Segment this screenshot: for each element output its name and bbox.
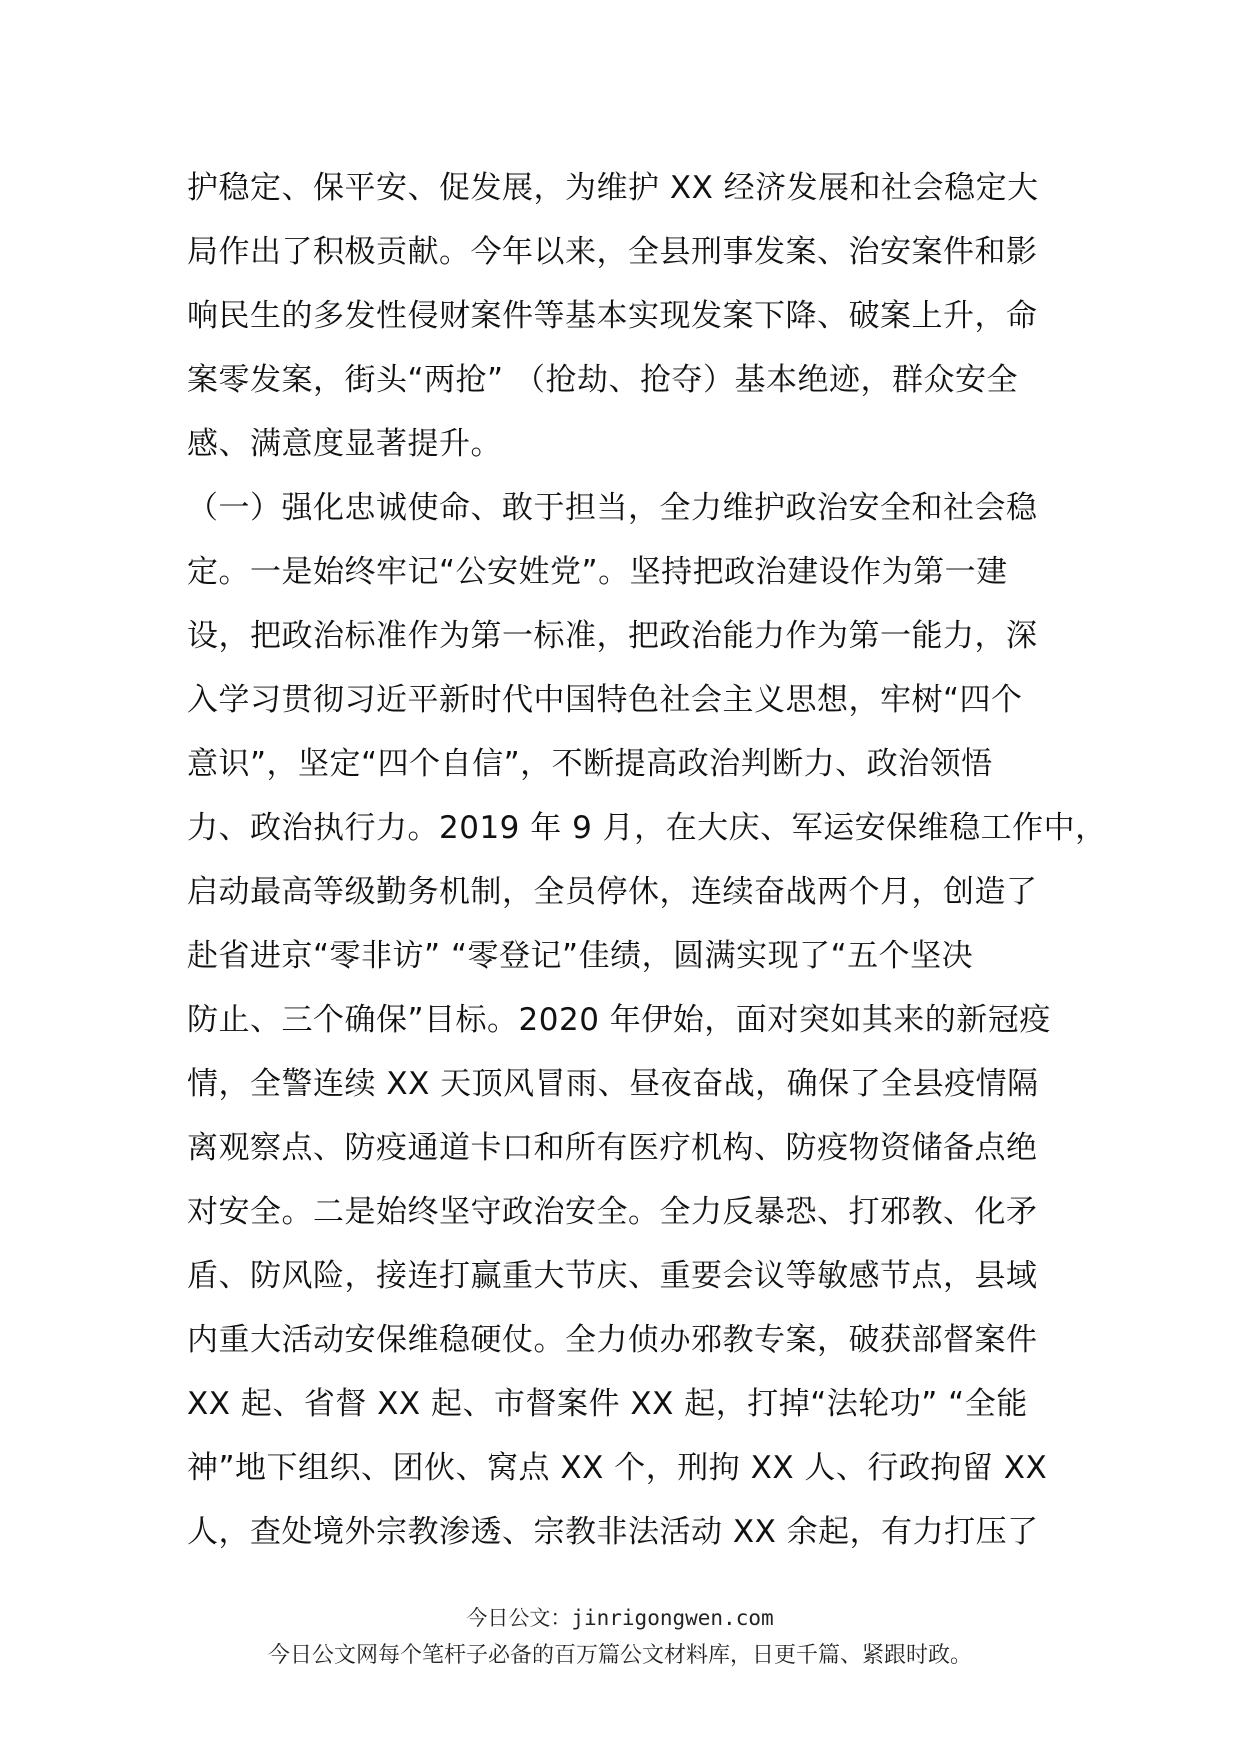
text-line: 定。一是始终牢记“公安姓党”。坚持把政治建设作为第一建 <box>187 554 1008 590</box>
text-line: 启动最高等级勤务机制，全员停休，连续奋战两个月，创造了 <box>187 874 1038 910</box>
text-line: 盾、防风险，接连打赢重大节庆、重要会议等敏感节点，县域 <box>187 1258 1038 1294</box>
footer-site-link[interactable]: jinrigongwen.com <box>571 1606 774 1630</box>
text-line: 赴省进京“零非访” “零登记”佳绩，圆满实现了“五个坚决 <box>187 938 974 974</box>
footer-slogan: 今日公文网每个笔杆子必备的百万篇公文材料库，日更千篇、紧跟时政。 <box>267 1643 972 1668</box>
text-line: XX 起、省督 XX 起、市督案件 XX 起，打掉“法轮功” “全能 <box>187 1386 1028 1422</box>
text-line: 力、政治执行力。2019 年 9 月，在大庆、军运安保维稳工作中， <box>187 810 1107 846</box>
text-line: 情，全警连续 XX 天顶风冒雨、昼夜奋战，确保了全县疫情隔 <box>187 1066 1039 1102</box>
text-line: 离观察点、防疫通道卡口和所有医疗机构、防疫物资储备点绝 <box>187 1130 1038 1166</box>
text-line: 人，查处境外宗教渗透、宗教非法活动 XX 余起，有力打压了 <box>187 1514 1039 1550</box>
text-line: 入学习贯彻习近平新时代中国特色社会主义思想，牢树“四个 <box>187 682 1023 718</box>
text-line: 护稳定、保平安、促发展，为维护 XX 经济发展和社会稳定大 <box>187 170 1039 206</box>
text-line: 对安全。二是始终坚守政治安全。全力反暴恐、打邪教、化矛 <box>187 1194 1038 1230</box>
text-line: 设，把政治标准作为第一标准，把政治能力作为第一能力，深 <box>187 618 1038 654</box>
document-body <box>187 156 1107 1564</box>
text-line: 内重大活动安保维稳硬仗。全力侦办邪教专案，破获部督案件 <box>187 1322 1038 1358</box>
text-line: 意识”，坚定“四个自信”，不断提高政治判断力、政治领悟 <box>187 746 993 782</box>
section-heading-line: （一）强化忠诚使命、敢于担当，全力维护政治安全和社会稳 <box>187 490 1038 526</box>
text-line: 响民生的多发性侵财案件等基本实现发案下降、破案上升，命 <box>187 298 1038 334</box>
footer-site-line <box>0 1602 1240 1632</box>
footer-site-label: 今日公文： <box>466 1606 572 1630</box>
text-line: 防止、三个确保”目标。2020 年伊始，面对突如其来的新冠疫 <box>187 1002 1051 1038</box>
text-line: 感、满意度显著提升。 <box>187 426 502 462</box>
text-line: 神”地下组织、团伙、窝点 XX 个，刑拘 XX 人、行政拘留 XX <box>187 1450 1048 1486</box>
text-line: 案零发案，街头“两抢” （抢劫、抢夺）基本绝迹，群众安全 <box>187 362 1018 398</box>
text-line: 局作出了积极贡献。今年以来，全县刑事发案、治安案件和影 <box>187 234 1038 270</box>
